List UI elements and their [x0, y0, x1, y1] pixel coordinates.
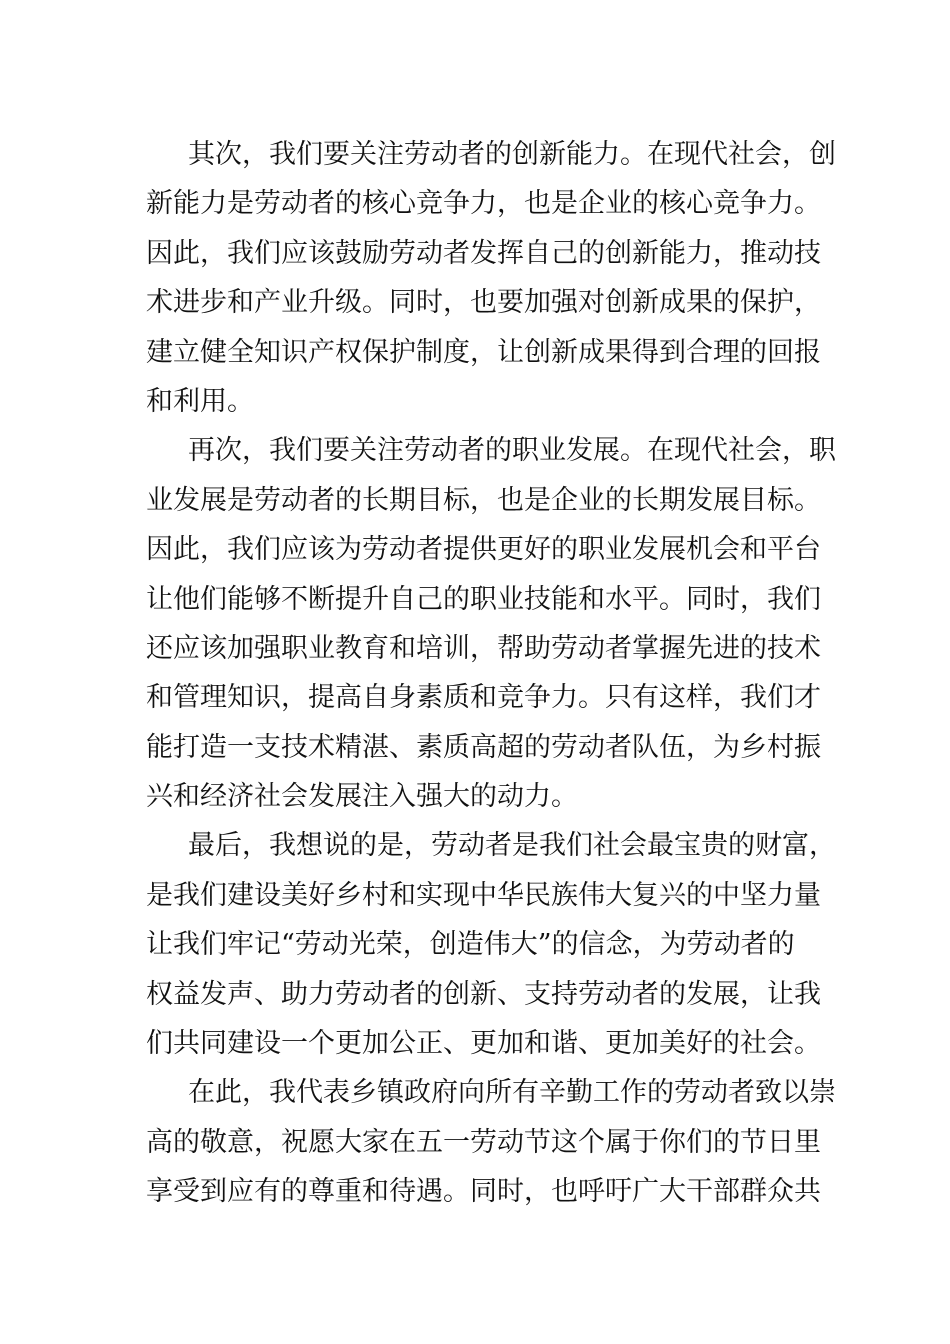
paragraph-career: [146, 426, 836, 821]
text-line: 其次，我们要关注劳动者的创新能力。在现代社会，创: [188, 139, 836, 170]
text-line: 让我们牢记“劳动光荣，创造伟大”的信念，为劳动者的: [146, 929, 795, 961]
text-line: 是我们建设美好乡村和实现中华民族伟大复兴的中坚力量: [146, 879, 821, 911]
text-line: 再次，我们要关注劳动者的职业发展。在现代社会，职: [188, 435, 836, 467]
paragraph-conclusion: [146, 821, 836, 1068]
text-line: 业发展是劳动者的长期目标，也是企业的长期发展目标。: [146, 484, 821, 516]
paragraph-innovation: [146, 130, 836, 426]
text-line: 能打造一支技术精湛、素质高超的劳动者队伍，为乡村振: [146, 731, 821, 763]
text-line: 新能力是劳动者的核心竞争力，也是企业的核心竞争力。: [146, 188, 821, 220]
text-line: 们共同建设一个更加公正、更加和谐、更加美好的社会。: [146, 1028, 821, 1060]
text-line: 权益发声、助力劳动者的创新、支持劳动者的发展，让我: [146, 978, 821, 1010]
text-line: 因此，我们应该为劳动者提供更好的职业发展机会和平台: [146, 534, 821, 566]
text-line: 术进步和产业升级。同时，也要加强对创新成果的保护，: [146, 287, 821, 319]
text-line: 享受到应有的尊重和待遇。同时，也呼吁广大干部群众共: [146, 1176, 821, 1208]
text-line: 因此，我们应该鼓励劳动者发挥自己的创新能力，推动技: [146, 237, 821, 269]
text-line: 建立健全知识产权保护制度，让创新成果得到合理的回报: [146, 336, 821, 368]
text-line: 最后，我想说的是，劳动者是我们社会最宝贵的财富，: [188, 830, 836, 862]
text-line: 让他们能够不断提升自己的职业技能和水平。同时，我们: [146, 583, 821, 615]
text-line: 还应该加强职业教育和培训，帮助劳动者掌握先进的技术: [146, 632, 821, 664]
text-line: 和利用。: [146, 385, 254, 417]
paragraph-tribute: [146, 1068, 836, 1216]
text-line: 和管理知识，提高自身素质和竞争力。只有这样，我们才: [146, 682, 821, 714]
text-line: 兴和经济社会发展注入强大的动力。: [146, 781, 578, 813]
document-body: [146, 130, 836, 1217]
text-line: 在此，我代表乡镇政府向所有辛勤工作的劳动者致以崇: [188, 1077, 836, 1109]
text-line: 高的敬意，祝愿大家在五一劳动节这个属于你们的节日里: [146, 1126, 821, 1158]
